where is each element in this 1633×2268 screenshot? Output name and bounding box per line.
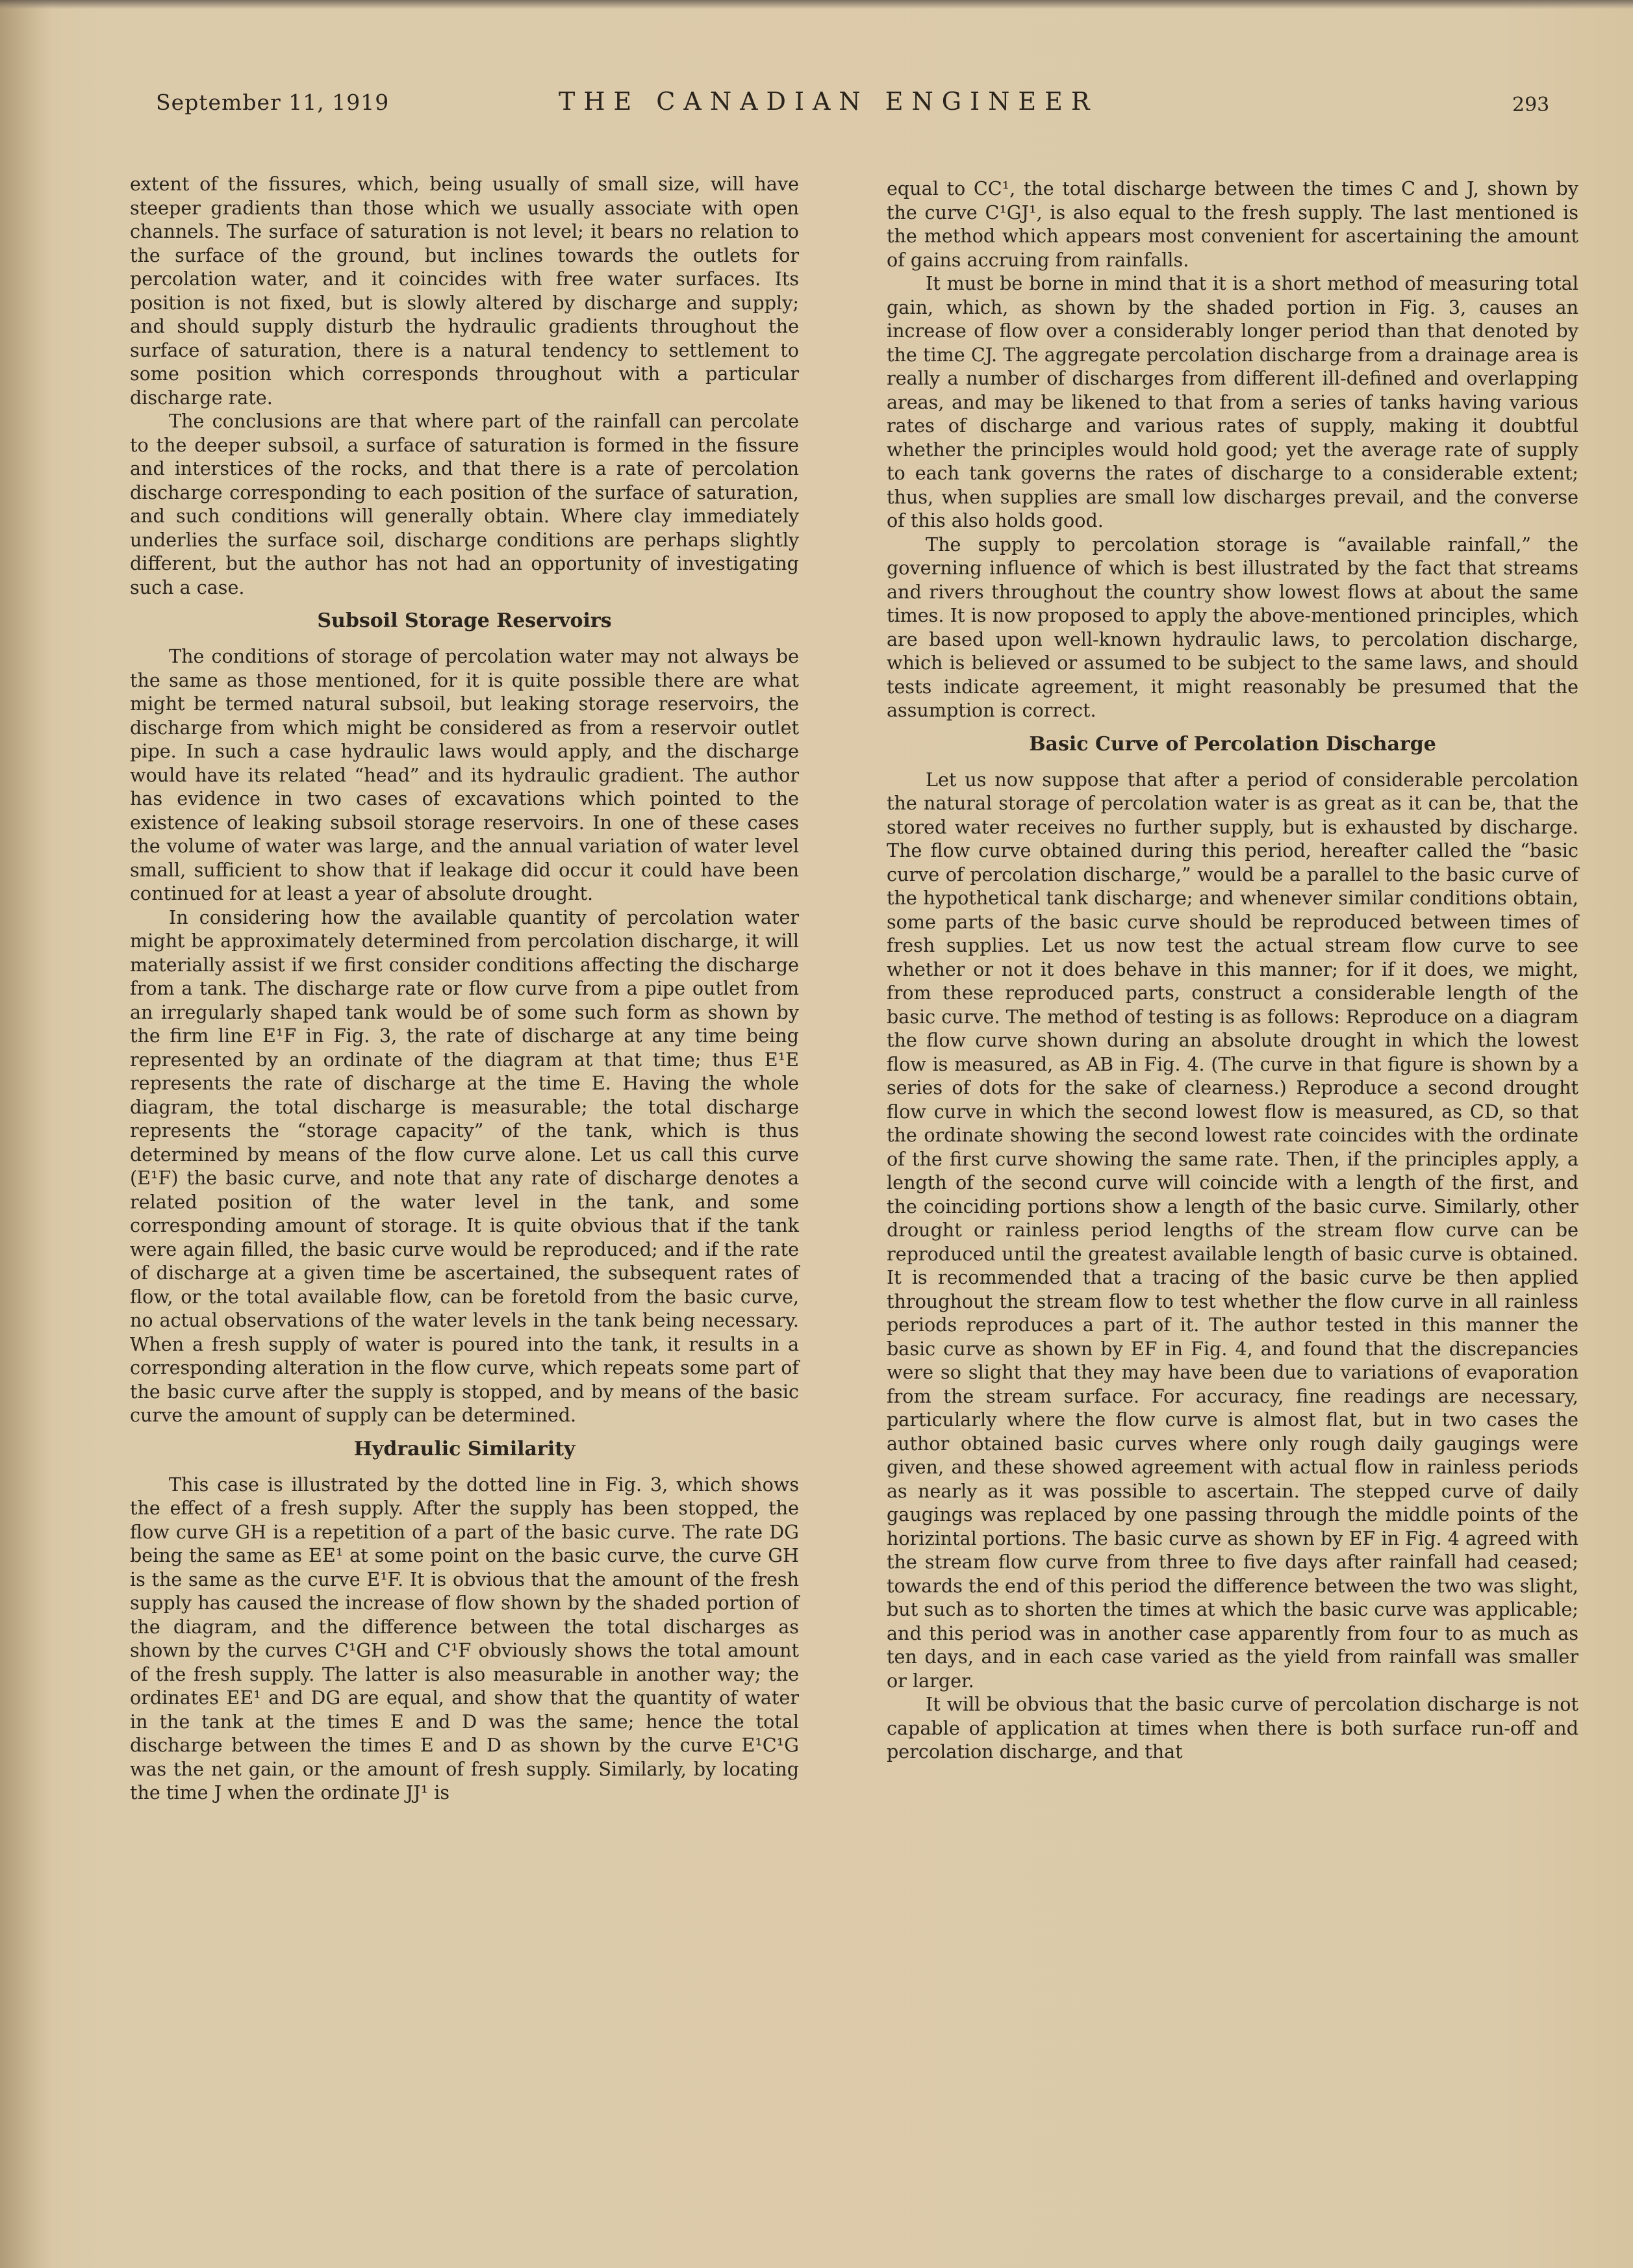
paragraph: equal to CC¹, the total discharge between the times C and J, shown by the curve C¹GJ¹, is also equal to the fresh supply. The last mentioned is the method which appears most convenient for ascertaining the amount of gains accruing from rainfalls. xyxy=(887,177,1578,271)
issue-date: September 11, 1919 xyxy=(156,90,390,115)
section-heading: Hydraulic Similarity xyxy=(353,1437,576,1460)
page-number: 293 xyxy=(1512,94,1550,116)
paragraph: Let us now suppose that after a period of considerable percolation the natural storage of percolation water is as great as it can be, that the stored water receives no further supply, but is exhausted by discharge. The flow curve obtained during this period, hereafter called the “basic curve of percolation discharge,” would be a parallel to the basic curve of the hypothetical tank discharge; and whenever similar conditions obtain, some parts of the basic curve should be reproduced between times of fresh supplies. Let us now test the actual stream flow curve to see whether or not it does behave in this manner; for if it does, we might, from these reproduced parts, construct a considerable length of the basic curve. The method of testing is as follows: Reproduce on a diagram the flow curve shown during an absolute drought in which the lowest flow is measured, as AB in Fig. 4. (The curve in that figure is shown by a series of dots for the sake of clearness.) Reproduce a second drought flow curve in which the second lowest flow is measured, as CD, so that the ordinate showing the second lowest rate coincides with the ordinate of the first curve showing the same rate. Then, if the principles apply, a length of the second curve will coincide with a length of the first, and the coinciding portions show a length of the basic curve. Similarly, other drought or rainless period lengths of the stream flow curve can be reproduced until the greatest available length of basic curve is obtained. It is recommended that a tracing of the basic curve be then applied throughout the stream flow to test whether the flow curve in all rainless periods reproduces a part of it. The author tested in this manner the basic curve as shown by EF in Fig. 4, and found that the discrepancies were so slight that they may have been due to variations of evaporation from the stream surface. For accuracy, fine readings are necessary, particularly where the flow curve is almost flat, but in two cases the author obtained basic curves where only rough daily gaugings were given, and these showed agreement with actual flow in rainless periods as nearly as it was possible to ascertain. The stepped curve of daily gaugings was replaced by one passing through the middle points of the horizintal portions. The basic curve as shown by EF in Fig. 4 agreed with the stream flow curve from three to five days after rainfall had ceased; towards the end of this period the difference between the two was slight, but such as to shorten the times at which the basic curve was applicable; and this period was in another case apparently from four to as much as ten days, and in each case varied as the yield from rainfall was smaller or larger. xyxy=(887,768,1578,1692)
paragraph: The supply to percolation storage is “available rainfall,” the governing influence of which is best illustrated by the fact that streams and rivers throughout the country show lowest flows at about the same times. It is now proposed to apply the above-mentioned principles, which are based upon well-known hydraulic laws, to percolation discharge, which is believed or assumed to be subject to the same laws, and should tests indicate agreement, it might reasonably be presumed that the assumption is correct. xyxy=(887,533,1578,721)
paragraph: extent of the fissures, which, being usually of small size, will have steeper gradients than those which we usually associate with open channels. The surface of saturation is not level; it bears no relation to the surface of the ground, but inclines towards the outlets for percolation water, and it coincides with free water surfaces. Its position is not fixed, but is slowly altered by discharge and supply; and should supply disturb the hydraulic gradients throughout the surface of saturation, there is a natural tendency to settlement to some position which corresponds throughout with a particular discharge rate. xyxy=(130,173,799,409)
paragraph: It will be obvious that the basic curve of percolation discharge is not capable of application at times when there is both surface run-off and percolation discharge, and that xyxy=(887,1693,1578,1763)
paragraph: The conclusions are that where part of the rainfall can percolate to the deeper subsoil, a surface of saturation is formed in the fissure and interstices of the rocks, and that there is a rate of percolation discharge corresponding to each position of the surface of saturation, and such conditions will generally obtain. Where clay immediately underlies the surface soil, discharge conditions are perhaps slightly different, but the author has not had an opportunity of investigating such a case. xyxy=(130,410,799,598)
section-heading: Basic Curve of Percolation Discharge xyxy=(1029,732,1436,756)
paragraph: The conditions of storage of percolation water may not always be the same as those mentioned, for it is quite possible there are what might be termed natural subsoil, but leaking storage reservoirs, the discharge from which might be considered as from a reservoir outlet pipe. In such a case hydraulic laws would apply, and the discharge would have its related “head” and its hydraulic gradient. The author has evidence in two cases of excavations which pointed to the existence of leaking subsoil storage reservoirs. In one of these cases the volume of water was large, and the annual variation of water level small, sufficient to show that if leakage did occur it could have been continued for at least a year of absolute drought. xyxy=(130,645,799,904)
paragraph: This case is illustrated by the dotted line in Fig. 3, which shows the effect of a fresh supply. After the supply has been stopped, the flow curve GH is a repetition of a part of the basic curve. The rate DG being the same as EE¹ at some point on the basic curve, the curve GH is the same as the curve E¹F. It is obvious that the amount of the fresh supply has caused the increase of flow shown by the shaded portion of the diagram, and the difference between the total discharges as shown by the curves C¹GH and C¹F obviously shows the total amount of the fresh supply. The latter is also measurable in another way; the ordinates EE¹ and DG are equal, and show that the quantity of water in the tank at the times E and D was the same; hence the total discharge between the times E and D as shown by the curve E¹C¹G was the net gain, or the amount of fresh supply. Similarly, by locating the time J when the ordinate JJ¹ is xyxy=(130,1473,799,1803)
paragraph: It must be borne in mind that it is a short method of measuring total gain, which, as shown by the shaded portion in Fig. 3, causes an increase of flow over a considerably longer period than that denoted by the time CJ. The aggregate percolation discharge from a drainage area is really a number of discharges from different ill-defined and overlapping areas, and may be likened to that from a series of tanks having various rates of discharge and various rates of supply, making it doubtful whether the principles would hold good; yet the average rate of supply to each tank governs the rates of discharge to a considerable extent; thus, when supplies are small low discharges prevail, and the converse of this also holds good. xyxy=(887,272,1578,531)
page-top-edge xyxy=(0,0,1633,9)
section-heading: Subsoil Storage Reservoirs xyxy=(317,609,612,632)
right-column xyxy=(887,177,1578,1764)
left-column xyxy=(130,172,799,1805)
page-gutter-shadow xyxy=(0,0,52,2268)
journal-masthead: THE CANADIAN ENGINEER xyxy=(559,87,1098,116)
running-header xyxy=(0,87,1633,129)
paragraph: In considering how the available quantity of percolation water might be approximately determined from percolation discharge, it will materially assist if we first consider conditions affecting the discharge from a tank. The discharge rate or flow curve from a pipe outlet from an irregularly shaped tank would be of some such form as shown by the firm line E¹F in Fig. 3, the rate of discharge at any time being represented by an ordinate of the diagram at that time; thus E¹E represents the rate of discharge at the time E. Having the whole diagram, the total discharge is measurable; the total discharge represents the “storage capacity” of the tank, which is thus determined by means of the flow curve alone. Let us call this curve (E¹F) the basic curve, and note that any rate of discharge denotes a related position of the water level in the tank, and some corresponding amount of storage. It is quite obvious that if the tank were again filled, the basic curve would be reproduced; and if the rate of discharge at a given time be ascertained, the subsequent rates of flow, or the total available flow, can be foretold from the basic curve, no actual observations of the water levels in the tank being necessary. When a fresh supply of water is poured into the tank, it results in a corresponding alteration in the flow curve, which repeats some part of the basic curve after the supply is stopped, and by means of the basic curve the amount of supply can be determined. xyxy=(130,906,799,1426)
